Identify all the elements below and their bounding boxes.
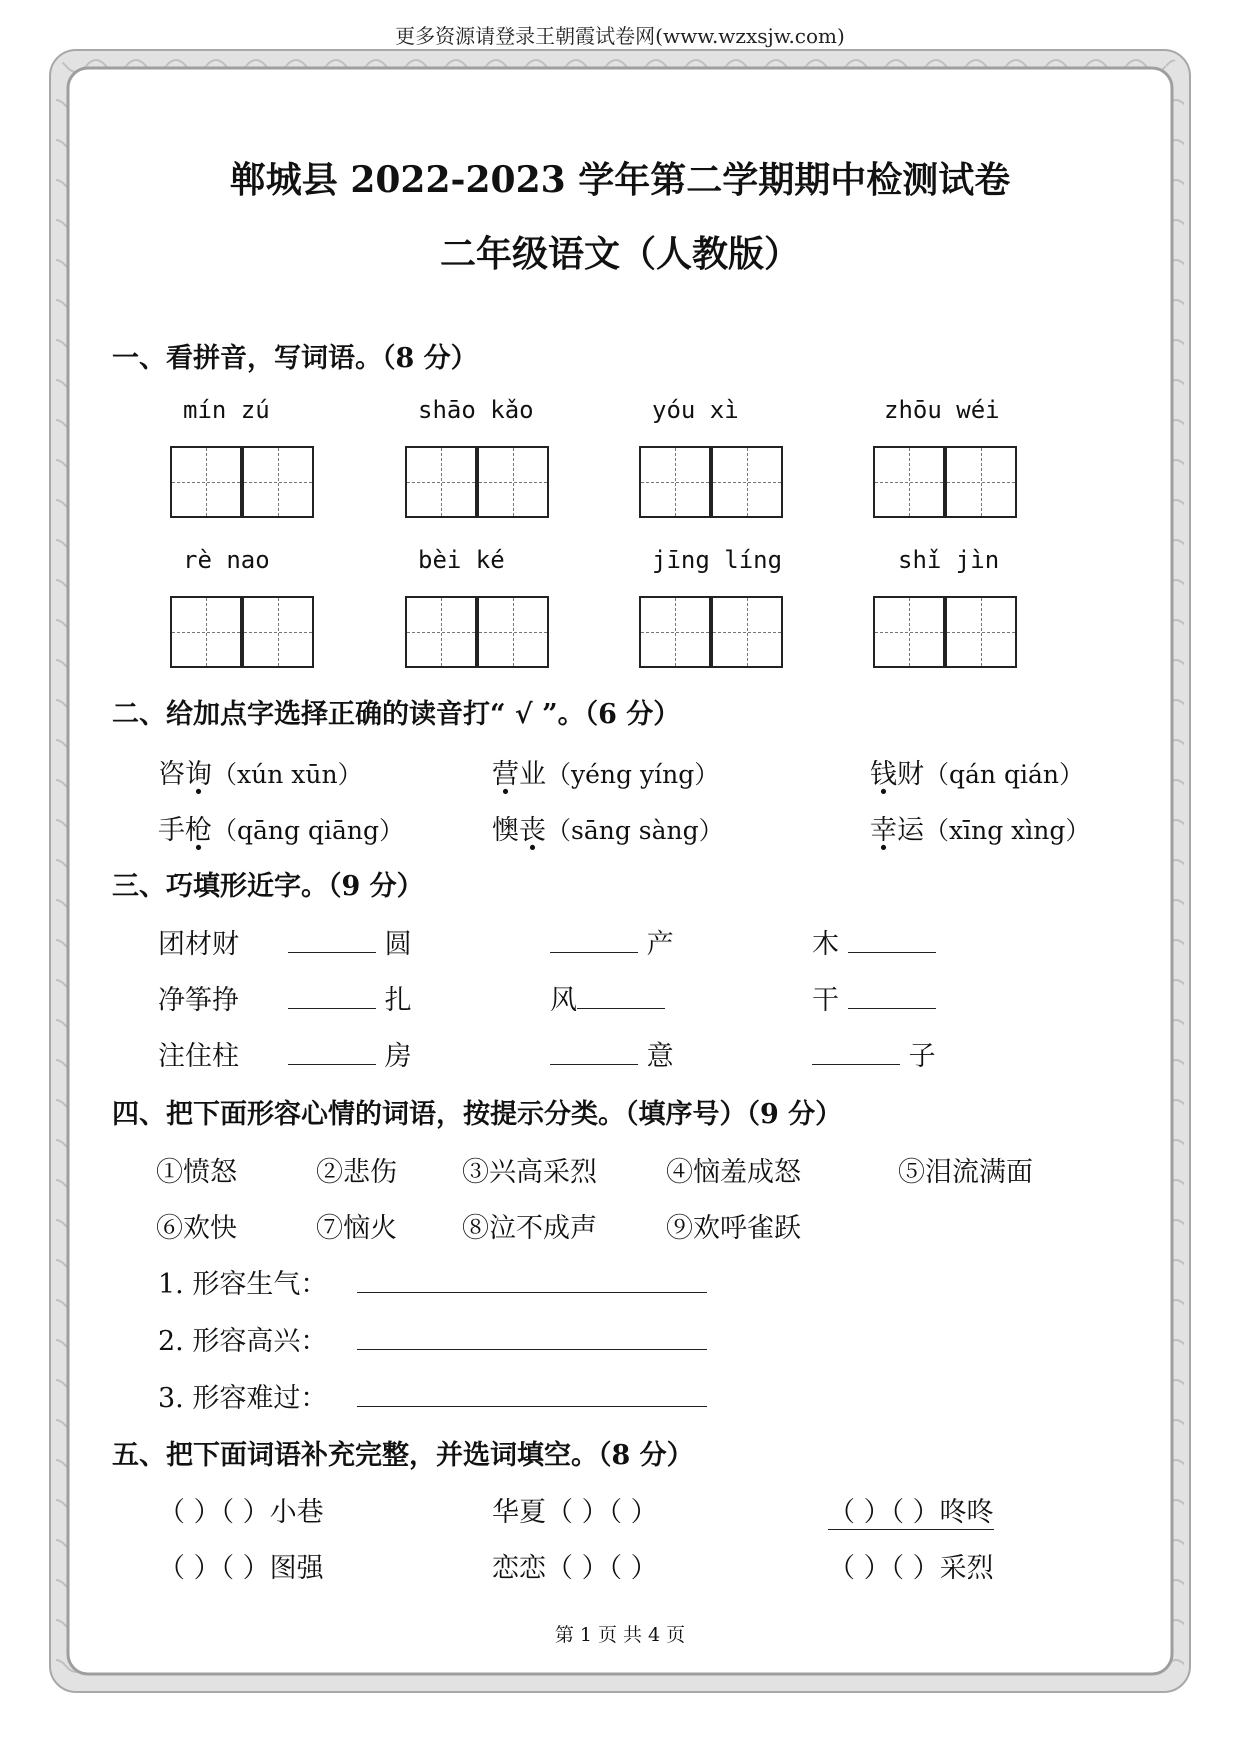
idiom-fill[interactable]: （ ）（ ）咚咚 [828,1490,994,1530]
idiom-fill[interactable]: 恋恋（ ）（ ） [492,1553,658,1584]
pinyin-label: mín zú [183,396,270,424]
char-group: 净筝挣 [158,985,239,1016]
section-2-heading: 二、给加点字选择正确的读音打“ √ ”。（6 分） [112,699,681,730]
section-5-heading: 五、把下面词语补充完整，并选词填空。（8 分） [112,1440,694,1471]
idiom-fill[interactable]: （ ）（ ）图强 [158,1553,324,1584]
section-3-heading: 三、巧填形近字。（9 分） [112,871,424,902]
section-1-heading: 一、看拼音，写词语。（8 分） [112,343,478,374]
char-group: 注住柱 [158,1041,239,1072]
page-number: 第 1 页 共 4 页 [554,1624,686,1646]
pinyin-label: rè nao [183,546,270,574]
pronunciation-item: 手枪（qāng qiāng） [158,815,404,846]
writing-grid[interactable] [405,596,549,668]
word-option: ①愤怒 [156,1157,237,1188]
classify-question[interactable]: 1. 形容生气： [158,1262,707,1301]
idiom-fill[interactable]: （ ）（ ）小巷 [158,1497,324,1528]
char-group: 团材财 [158,929,239,960]
fill-item[interactable]: 圆 [288,922,412,961]
writing-grid[interactable] [639,596,783,668]
word-option: ②悲伤 [316,1157,397,1188]
writing-grid[interactable] [873,596,1017,668]
pinyin-label: jīng líng [652,546,783,574]
word-option: ⑥欢快 [156,1213,237,1244]
pronunciation-item: 懊丧（sāng sàng） [492,815,724,846]
top-note: 更多资源请登录王朝霞试卷网(www.wzxsjw.com) [395,24,845,48]
pinyin-label: bèi ké [418,546,505,574]
word-option: ⑧泣不成声 [462,1213,597,1244]
word-option: ④恼羞成怒 [666,1157,801,1188]
word-option: ③兴高采烈 [462,1157,597,1188]
exam-title: 郸城县 2022-2023 学年第二学期期中检测试卷 [229,159,1011,201]
classify-question[interactable]: 3. 形容难过： [158,1376,707,1415]
word-option: ⑤泪流满面 [898,1157,1033,1188]
writing-grid[interactable] [170,596,314,668]
fill-item[interactable]: 扎 [288,978,412,1017]
writing-grid[interactable] [873,446,1017,518]
writing-grid[interactable] [405,446,549,518]
exam-subtitle: 二年级语文（人教版） [439,233,800,275]
idiom-fill[interactable]: （ ）（ ）采烈 [828,1553,994,1584]
fill-item[interactable]: 房 [288,1034,412,1073]
writing-grid[interactable] [639,446,783,518]
pinyin-label: zhōu wéi [884,396,1000,424]
fill-item[interactable]: 风 [550,978,665,1017]
fill-item[interactable]: 产 [550,922,674,961]
pronunciation-item: 营业（yéng yíng） [492,759,720,790]
idiom-fill[interactable]: 华夏（ ）（ ） [492,1497,658,1528]
fill-item[interactable]: 子 [812,1034,936,1073]
pronunciation-item: 幸运（xīng xìng） [870,815,1091,846]
pinyin-label: shǐ jìn [898,546,1000,574]
fill-item[interactable]: 干 [812,978,936,1017]
pinyin-label: shāo kǎo [418,396,534,424]
fill-item[interactable]: 意 [550,1034,674,1073]
pinyin-label: yóu xì [652,396,739,424]
section-4-heading: 四、把下面形容心情的词语，按提示分类。（填序号）（9 分） [112,1099,843,1130]
pronunciation-item: 咨询（xún xūn） [158,759,363,790]
pronunciation-item: 钱财（qán qián） [870,759,1084,790]
word-option: ⑨欢呼雀跃 [666,1213,801,1244]
fill-item[interactable]: 木 [812,922,936,961]
classify-question[interactable]: 2. 形容高兴： [158,1319,707,1358]
writing-grid[interactable] [170,446,314,518]
word-option: ⑦恼火 [316,1213,397,1244]
